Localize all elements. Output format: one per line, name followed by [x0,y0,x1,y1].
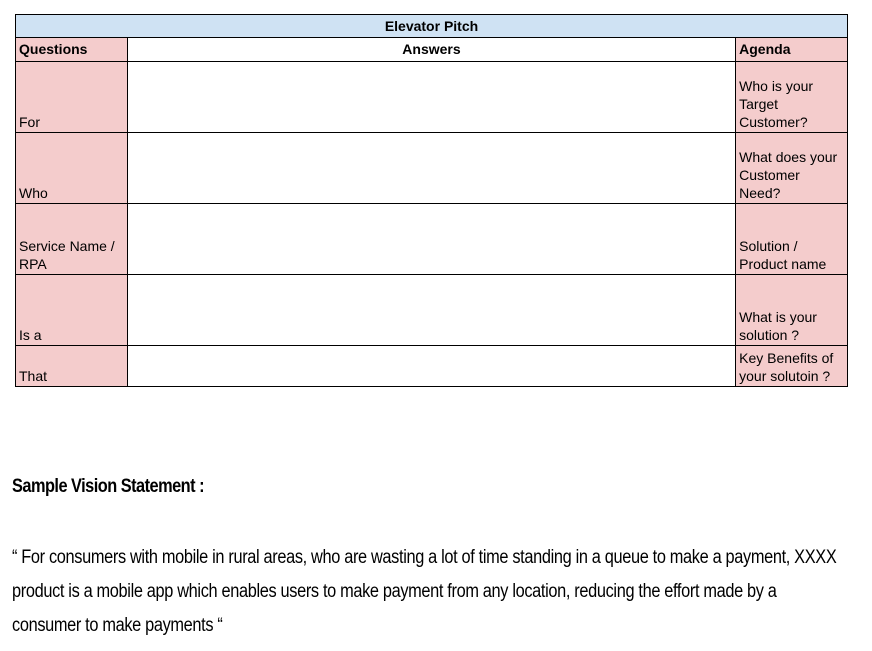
question-cell: For [16,62,128,133]
table-row [16,204,848,275]
question-cell: Is a [16,275,128,346]
table-row [16,275,848,346]
agenda-cell: What is your solution ? [736,275,848,346]
table-row [16,62,848,133]
header-answers: Answers [127,38,735,62]
answer-cell[interactable] [127,62,735,133]
answer-cell[interactable] [127,133,735,204]
table-row [16,133,848,204]
vision-heading: Sample Vision Statement : [12,476,205,497]
table-title: Elevator Pitch [16,15,848,38]
agenda-cell: Key Benefits of your solutoin ? [736,346,848,387]
table-row [16,346,848,387]
table-header-row [16,38,848,62]
agenda-cell: Who is your Target Customer? [736,62,848,133]
header-agenda: Agenda [736,38,848,62]
answer-cell[interactable] [127,346,735,387]
question-cell: Service Name / RPA [16,204,128,275]
vision-statement: “ For consumers with mobile in rural areas, who are wasting a lot of time standing in a queue to make a payment, XXXX product is a mobile app which enables users to make payment from any location, reducing the effort made by a consumer to make payments “ [12,547,837,636]
question-cell: Who [16,133,128,204]
table-title-row [16,15,848,38]
header-questions: Questions [16,38,128,62]
elevator-pitch-table [15,14,848,387]
question-cell: That [16,346,128,387]
answer-cell[interactable] [127,275,735,346]
answer-cell[interactable] [127,204,735,275]
agenda-cell: What does your Customer Need? [736,133,848,204]
agenda-cell: Solution / Product name [736,204,848,275]
